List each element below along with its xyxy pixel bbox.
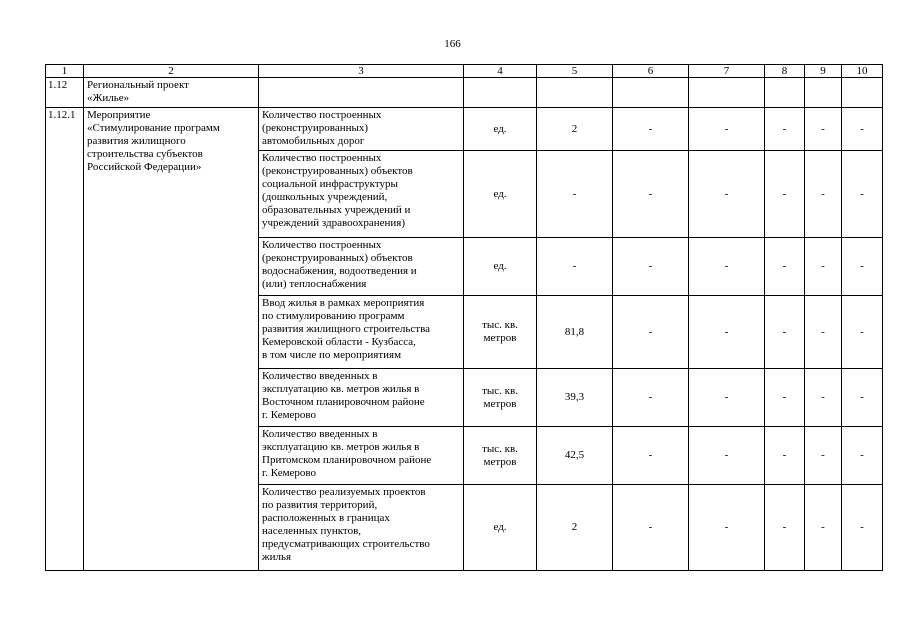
indicator-name: Количество введенных в эксплуатацию кв. метров жилья в Притомском планировочном районе г. Кемерово xyxy=(259,427,464,485)
unit-cell: тыс. кв. метров xyxy=(464,427,537,485)
value-col9: - xyxy=(805,369,842,427)
section-title: Региональный проект «Жилье» xyxy=(84,78,259,108)
value-col8: - xyxy=(765,108,805,151)
value-col10: - xyxy=(842,151,883,238)
unit-cell: ед. xyxy=(464,151,537,238)
value-col7: - xyxy=(689,108,765,151)
value-col9: - xyxy=(805,296,842,369)
column-header: 8 xyxy=(765,65,805,78)
column-header: 6 xyxy=(613,65,689,78)
column-header: 3 xyxy=(259,65,464,78)
unit-cell: ед. xyxy=(464,108,537,151)
value-col8: - xyxy=(765,485,805,571)
value-col7: - xyxy=(689,427,765,485)
column-header: 2 xyxy=(84,65,259,78)
column-header: 7 xyxy=(689,65,765,78)
value-col6: - xyxy=(613,108,689,151)
value-col10: - xyxy=(842,369,883,427)
value-col9: - xyxy=(805,108,842,151)
event-number: 1.12.1 xyxy=(46,108,84,571)
indicator-name: Количество построенных (реконструированных) объектов водоснабжения, водоотведения и (или) теплоснабжения xyxy=(259,238,464,296)
unit-cell: тыс. кв. метров xyxy=(464,369,537,427)
table-row xyxy=(46,108,883,151)
section-number: 1.12 xyxy=(46,78,84,108)
value-col10: - xyxy=(842,427,883,485)
indicators-table xyxy=(45,64,883,571)
value-col9: - xyxy=(805,427,842,485)
column-header: 9 xyxy=(805,65,842,78)
value-col9: - xyxy=(805,485,842,571)
indicator-name: Количество построенных (реконструированных) автомобильных дорог xyxy=(259,108,464,151)
value-col6: - xyxy=(613,427,689,485)
section-row xyxy=(46,78,883,108)
value-col9: - xyxy=(805,151,842,238)
value-col10: - xyxy=(842,108,883,151)
value-col6: - xyxy=(613,485,689,571)
column-header: 5 xyxy=(537,65,613,78)
column-header: 4 xyxy=(464,65,537,78)
value-col5: 39,3 xyxy=(537,369,613,427)
value-col8: - xyxy=(765,296,805,369)
value-col5: 81,8 xyxy=(537,296,613,369)
value-col5: 2 xyxy=(537,108,613,151)
value-col5: 42,5 xyxy=(537,427,613,485)
value-col9: - xyxy=(805,238,842,296)
value-col5: - xyxy=(537,238,613,296)
value-col6: - xyxy=(613,238,689,296)
value-col7: - xyxy=(689,151,765,238)
column-header: 1 xyxy=(46,65,84,78)
indicator-name: Количество введенных в эксплуатацию кв. метров жилья в Восточном планировочном районе г. Кемерово xyxy=(259,369,464,427)
value-col6: - xyxy=(613,296,689,369)
value-col8: - xyxy=(765,369,805,427)
unit-cell: тыс. кв. метров xyxy=(464,296,537,369)
indicator-name: Ввод жилья в рамках мероприятия по стимулированию программ развития жилищного строительства Кемеровской области - Кузбасса, в том числе по мероприятиям xyxy=(259,296,464,369)
value-col10: - xyxy=(842,296,883,369)
value-col8: - xyxy=(765,151,805,238)
value-col7: - xyxy=(689,369,765,427)
value-col10: - xyxy=(842,485,883,571)
value-col6: - xyxy=(613,151,689,238)
value-col10: - xyxy=(842,238,883,296)
page-number: 166 xyxy=(444,38,461,50)
value-col8: - xyxy=(765,427,805,485)
value-col8: - xyxy=(765,238,805,296)
indicator-name: Количество реализуемых проектов по развития территорий, расположенных в границах населенных пунктов, предусматривающих строительство жилья xyxy=(259,485,464,571)
unit-cell: ед. xyxy=(464,238,537,296)
value-col6: - xyxy=(613,369,689,427)
column-numbers-row xyxy=(46,65,883,78)
column-header: 10 xyxy=(842,65,883,78)
value-col5: 2 xyxy=(537,485,613,571)
event-title: Мероприятие «Стимулирование программ развития жилищного строительства субъектов Российской Федерации» xyxy=(84,108,259,571)
value-col7: - xyxy=(689,238,765,296)
value-col7: - xyxy=(689,296,765,369)
value-col7: - xyxy=(689,485,765,571)
value-col5: - xyxy=(537,151,613,238)
indicator-name: Количество построенных (реконструированных) объектов социальной инфраструктуры (дошкольных учреждений, образовательных учреждений и учреждений здравоохранения) xyxy=(259,151,464,238)
unit-cell: ед. xyxy=(464,485,537,571)
